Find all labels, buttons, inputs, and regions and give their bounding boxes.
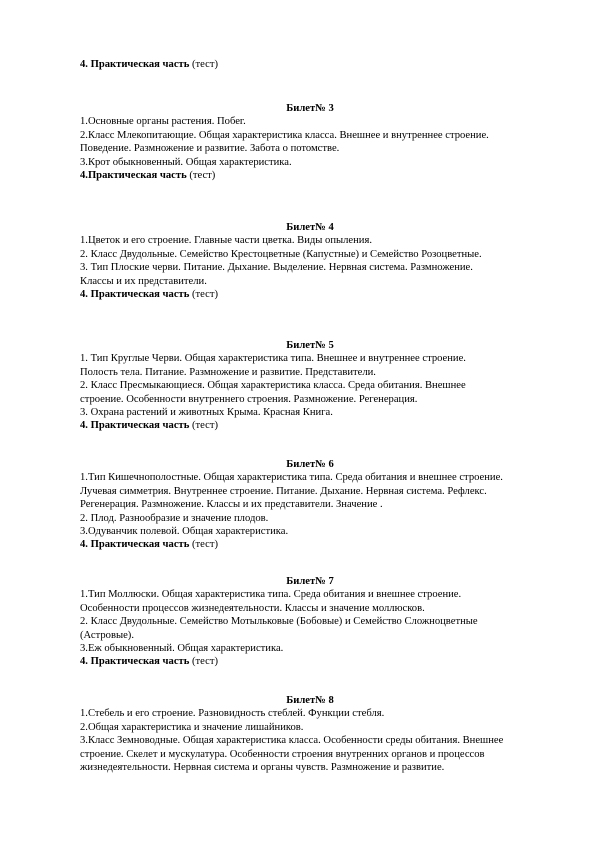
ticket-line: Лучевая симметрия. Внутреннее строение. Питание. Дыхание. Нервная система. Рефлекс.: [80, 485, 487, 497]
ticket-line: 2.Общая характеристика и значение лишайников.: [80, 721, 304, 733]
practical-line: [80, 538, 540, 551]
practical-suffix: (тест): [189, 656, 218, 668]
ticket-line: 2. Класс Двудольные. Семейство Крестоцветные (Капустные) и Семейство Розоцветные.: [80, 248, 482, 260]
ticket-7: [80, 575, 540, 669]
ticket-title: Билет№ 6: [286, 459, 334, 470]
practical-line: [80, 169, 540, 182]
practical-label: 4. Практическая часть: [80, 539, 190, 551]
ticket-line: Особенности процессов жизнедеятельности. Классы и значение моллюсков.: [80, 602, 425, 614]
ticket-line: строение. Особенности внутреннего строения. Размножение. Регенерация.: [80, 393, 418, 405]
ticket-line: Полость тела. Питание. Размножение и развитие. Представители.: [80, 366, 376, 378]
ticket-line: 1.Тип Кишечнополостные. Общая характеристика типа. Среда обитания и внешнее строение.: [80, 472, 503, 484]
ticket-line: 3. Охрана растений и животных Крыма. Красная Книга.: [80, 407, 333, 419]
practical-line: [80, 58, 540, 71]
ticket-line: 1.Тип Моллюски. Общая характеристика типа. Среда обитания и внешнее строение.: [80, 589, 462, 601]
ticket-5: [80, 339, 540, 433]
practical-line: [80, 655, 540, 668]
ticket-3: [80, 102, 540, 182]
practical-label: 4. Практическая часть: [80, 59, 190, 70]
practical-suffix: (тест): [189, 289, 218, 301]
ticket-line: 2.Класс Млекопитающие. Общая характеристика класса. Внешнее и внутреннее строение.: [80, 129, 489, 141]
ticket-line: 3.Класс Земноводные. Общая характеристика класса. Особенности среды обитания. Внешнее: [80, 735, 504, 747]
ticket-line: 3.Еж обыкновенный. Общая характеристика.: [80, 643, 284, 655]
practical-label: 4. Практическая часть: [80, 289, 190, 301]
ticket-line: 3.Одуванчик полевой. Общая характеристика.: [80, 526, 289, 538]
ticket-line: жизнедеятельности. Нервная система и органы чувств. Размножение и развитие.: [80, 762, 445, 774]
practical-suffix: (тест): [189, 59, 218, 70]
ticket-title: Билет№ 7: [286, 576, 334, 587]
ticket-title: Билет№ 5: [286, 340, 334, 351]
ticket-title: Билет№ 4: [286, 222, 334, 233]
practical-label: 4. Практическая часть: [80, 420, 190, 432]
ticket-8: [80, 694, 540, 774]
ticket-line: Регенерация. Размножение. Классы и их представители. Значение .: [80, 499, 383, 511]
practical-line: [80, 288, 540, 301]
ticket-line: 2. Класс Пресмыкающиеся. Общая характеристика класса. Среда обитания. Внешнее: [80, 380, 466, 392]
ticket-4: [80, 221, 540, 301]
practical-line: [80, 419, 540, 432]
practical-label: 4. Практическая часть: [80, 656, 190, 668]
ticket-line: 3.Крот обыкновенный. Общая характеристика.: [80, 156, 292, 168]
practical-label: 4.Практическая часть: [80, 170, 187, 182]
top-practical-item: [80, 58, 540, 71]
practical-suffix: (тест): [189, 539, 218, 551]
ticket-line: 1.Основные органы растения. Побег.: [80, 116, 246, 128]
ticket-line: (Астровые).: [80, 629, 134, 641]
practical-suffix: (тест): [186, 170, 216, 182]
ticket-line: Поведение. Размножение и развитие. Забота о потомстве.: [80, 143, 340, 155]
ticket-line: строение. Скелет и мускулатура. Особенности строения внутренних органов и процессов: [80, 748, 485, 760]
ticket-line: 1.Цветок и его строение. Главные части цветка. Виды опыления.: [80, 235, 372, 247]
ticket-line: 1. Тип Круглые Черви. Общая характеристика типа. Внешнее и внутреннее строение.: [80, 353, 466, 365]
practical-suffix: (тест): [189, 420, 218, 432]
ticket-line: 1.Стебель и его строение. Разновидность стеблей. Функции стебля.: [80, 708, 385, 720]
ticket-line: 3. Тип Плоские черви. Питание. Дыхание. Выделение. Нервная система. Размножение.: [80, 262, 473, 274]
ticket-line: Классы и их представители.: [80, 275, 207, 287]
ticket-6: [80, 458, 540, 552]
ticket-title: Билет№ 8: [286, 695, 334, 706]
ticket-title: Билет№ 3: [286, 103, 334, 114]
ticket-line: 2. Класс Двудольные. Семейство Мотыльковые (Бобовые) и Семейство Сложноцветные: [80, 616, 478, 628]
ticket-line: 2. Плод. Разнообразие и значение плодов.: [80, 512, 269, 524]
